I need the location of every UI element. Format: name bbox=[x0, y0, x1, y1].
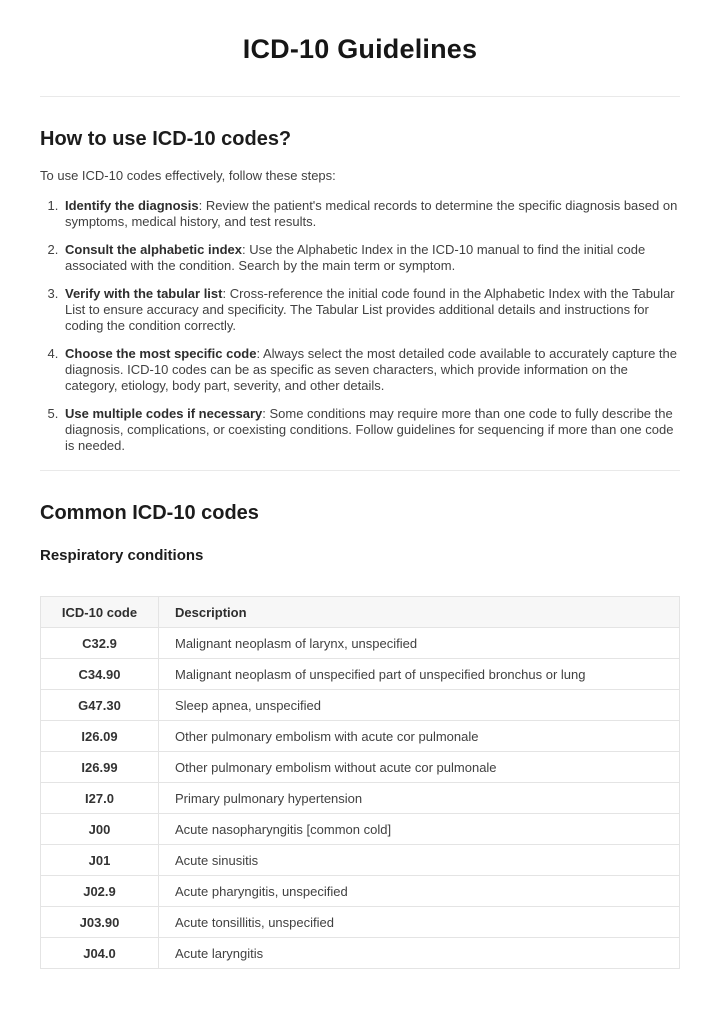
steps-list bbox=[40, 198, 680, 454]
table-header-row bbox=[41, 597, 680, 628]
codes-table bbox=[40, 596, 680, 969]
step-title: Choose the most specific code bbox=[65, 346, 257, 361]
respiratory-subheading: Respiratory conditions bbox=[40, 547, 204, 564]
step-item bbox=[62, 406, 680, 454]
code-cell: J04.0 bbox=[41, 938, 159, 969]
description-cell: Acute pharyngitis, unspecified bbox=[159, 876, 680, 907]
step-text: : Cross-reference the initial code found in the Alphabetic Index with the Tabular List to ensure accuracy and specificity. The Tabular List provides additional details and instructions for coding the condition correctly. bbox=[65, 286, 675, 333]
step-item bbox=[62, 198, 680, 230]
code-cell: I26.99 bbox=[41, 752, 159, 783]
code-cell: G47.30 bbox=[41, 690, 159, 721]
code-cell: J02.9 bbox=[41, 876, 159, 907]
table-row bbox=[41, 845, 680, 876]
table-row bbox=[41, 752, 680, 783]
step-item bbox=[62, 242, 680, 274]
code-cell: J01 bbox=[41, 845, 159, 876]
divider bbox=[40, 470, 680, 471]
code-column-header: ICD-10 code bbox=[41, 597, 159, 628]
description-cell: Other pulmonary embolism without acute cor pulmonale bbox=[159, 752, 680, 783]
code-cell: J00 bbox=[41, 814, 159, 845]
code-cell: C32.9 bbox=[41, 628, 159, 659]
description-cell: Acute sinusitis bbox=[159, 845, 680, 876]
step-item bbox=[62, 346, 680, 394]
table-row bbox=[41, 876, 680, 907]
description-cell: Malignant neoplasm of unspecified part of unspecified bronchus or lung bbox=[159, 659, 680, 690]
divider bbox=[40, 96, 680, 97]
table-row bbox=[41, 938, 680, 969]
how-to-intro: To use ICD-10 codes effectively, follow these steps: bbox=[40, 168, 336, 183]
table-row bbox=[41, 907, 680, 938]
table-row bbox=[41, 721, 680, 752]
code-cell: I26.09 bbox=[41, 721, 159, 752]
description-cell: Acute nasopharyngitis [common cold] bbox=[159, 814, 680, 845]
table-row bbox=[41, 783, 680, 814]
step-title: Consult the alphabetic index bbox=[65, 242, 242, 257]
code-cell: C34.90 bbox=[41, 659, 159, 690]
description-cell: Other pulmonary embolism with acute cor pulmonale bbox=[159, 721, 680, 752]
how-to-heading: How to use ICD-10 codes? bbox=[40, 128, 292, 150]
step-title: Verify with the tabular list bbox=[65, 286, 223, 301]
step-item bbox=[62, 286, 680, 334]
table-row bbox=[41, 659, 680, 690]
step-text: : Review the patient's medical records to determine the specific diagnosis based on symptoms, medical history, and test results. bbox=[65, 198, 678, 229]
description-cell: Primary pulmonary hypertension bbox=[159, 783, 680, 814]
common-codes-heading: Common ICD-10 codes bbox=[40, 502, 259, 524]
description-cell: Malignant neoplasm of larynx, unspecified bbox=[159, 628, 680, 659]
page-title: ICD-10 Guidelines bbox=[242, 34, 478, 64]
description-cell: Acute tonsillitis, unspecified bbox=[159, 907, 680, 938]
step-text: : Always select the most detailed code available to accurately capture the diagnosis. ICD-10 codes can be as specific as seven characters, which provide information on the category, etiology, body part, severity, and other details. bbox=[65, 346, 678, 393]
description-cell: Sleep apnea, unspecified bbox=[159, 690, 680, 721]
code-cell: I27.0 bbox=[41, 783, 159, 814]
step-title: Use multiple codes if necessary bbox=[65, 406, 263, 421]
code-cell: J03.90 bbox=[41, 907, 159, 938]
table-row bbox=[41, 628, 680, 659]
step-title: Identify the diagnosis bbox=[65, 198, 199, 213]
table-row bbox=[41, 814, 680, 845]
description-column-header: Description bbox=[159, 597, 680, 628]
description-cell: Acute laryngitis bbox=[159, 938, 680, 969]
step-text: : Some conditions may require more than one code to fully describe the diagnosis, complications, or coexisting conditions. Follow guidelines for sequencing if more than one code is needed. bbox=[65, 406, 674, 453]
step-text: : Use the Alphabetic Index in the ICD-10 manual to find the initial code associated with the condition. Search by the main term or symptom. bbox=[65, 242, 646, 273]
table-row bbox=[41, 690, 680, 721]
